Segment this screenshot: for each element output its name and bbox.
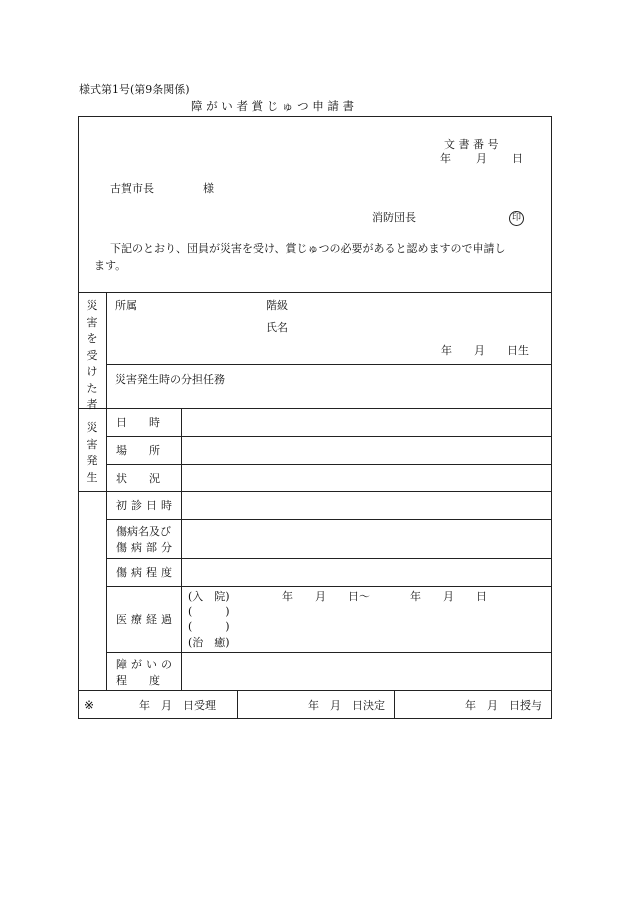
place-label: 場 所: [116, 444, 160, 457]
injury-name-label-1: 傷病名及び: [116, 525, 171, 538]
item-column-line: [181, 408, 182, 690]
injury-name-label-2: 傷病部分: [116, 541, 176, 554]
blank-label-2: ( ): [188, 620, 230, 633]
received-date: 年 月 日受理: [139, 699, 216, 712]
datetime-label: 日 時: [116, 416, 160, 429]
divider-top-section: [78, 292, 552, 293]
body-text-line2: ます。: [94, 259, 127, 272]
divider-footer: [78, 690, 552, 691]
decided-date: 年 月 日決定: [308, 699, 385, 712]
seal-mark: 印: [509, 211, 524, 226]
name-label: 氏名: [266, 321, 288, 334]
divider-datetime: [107, 436, 552, 437]
victim-section-label: 災害を受けた者: [86, 299, 98, 411]
addressee-suffix: 様: [203, 182, 214, 195]
first-visit-label: 初診日時: [116, 499, 176, 512]
divider-course: [107, 652, 552, 653]
disability-label-1: 障がいの: [116, 658, 176, 671]
hospital-label: (入 院): [188, 590, 230, 603]
footer-divider-1: [237, 690, 238, 719]
footer-divider-2: [394, 690, 395, 719]
birth-date-label: 年 月 日生: [441, 344, 529, 357]
divider-victim: [78, 408, 552, 409]
addressee-prefix: 古賀市長: [110, 182, 154, 195]
course-label: 医療経過: [116, 613, 176, 626]
applicant-label: 消防団長: [372, 211, 416, 224]
period-from: 年 月 日〜: [282, 590, 370, 603]
divider-severity: [107, 586, 552, 587]
incident-section-label: 災害発生: [86, 421, 98, 484]
form-number: 様式第1号(第9条関係): [79, 83, 190, 96]
divider-place: [107, 464, 552, 465]
label-column-line: [106, 292, 107, 690]
disability-label-2: 程 度: [116, 674, 160, 687]
severity-label: 傷病程度: [116, 566, 176, 579]
frame-bottom: [78, 718, 552, 719]
affiliation-label: 所属: [115, 299, 137, 312]
divider-incident: [78, 491, 552, 492]
period-to: 年 月 日: [410, 590, 487, 603]
divider-duty: [107, 364, 552, 365]
blank-label-1: ( ): [188, 605, 230, 618]
doc-number-label: 文 書 番 号: [444, 138, 499, 151]
form-title: 障 が い 者 賞 じ ゅ つ 申 請 書: [191, 99, 355, 113]
cured-label: (治 癒): [188, 636, 230, 649]
doc-date: [440, 153, 524, 164]
awarded-date: 年 月 日授与: [465, 699, 542, 712]
frame-left: [78, 116, 79, 719]
rank-label: 階級: [266, 299, 288, 312]
duty-label: 災害発生時の分担任務: [115, 373, 225, 386]
doc-date-text: 年 月 日: [440, 152, 524, 165]
divider-first-visit: [107, 519, 552, 520]
situation-label: 状 況: [116, 472, 160, 485]
body-text-line1: 下記のとおり、団員が災害を受け、賞じゅつの必要があると認めますので申請し: [110, 242, 506, 255]
frame-top: [78, 116, 552, 117]
note-mark: ※: [84, 698, 95, 712]
divider-injury-name: [107, 558, 552, 559]
frame-right: [551, 116, 552, 719]
